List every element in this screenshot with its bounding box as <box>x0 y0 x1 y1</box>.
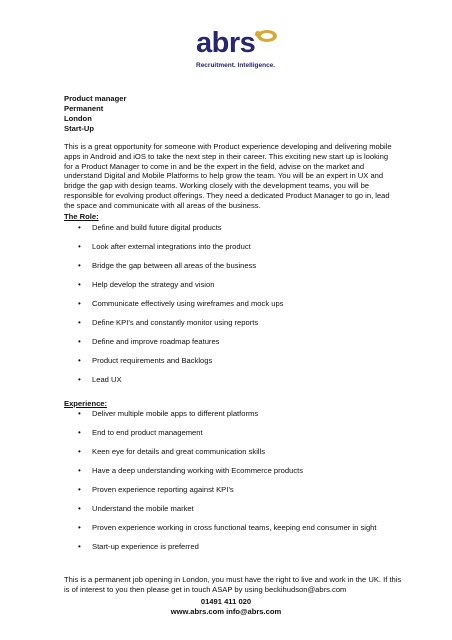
list-item: • Understand the mobile market <box>64 504 404 523</box>
list-item: • Proven experience working in cross functional teams, keeping end consumer in sight <box>64 523 404 542</box>
list-item: • Product requirements and Backlogs <box>64 356 404 375</box>
list-item: • Look after external integrations into the product <box>64 242 404 261</box>
list-item: • Proven experience reporting against KPI’s <box>64 485 404 504</box>
list-item: • Help develop the strategy and vision <box>64 280 404 299</box>
list-item: • Keen eye for details and great communication skills <box>64 447 404 466</box>
job-title: Product manager <box>64 94 127 103</box>
intro-paragraph: This is a great opportunity for someone with Product experience developing and delivering mobile apps in Android and iOS to take the next step in their career. This exciting new start up is looking for a Product Manager to come in and be the expert in the field, advise on the market and understand Digital and Mobile Platforms to help grow the team. You will be an expert in UX and bridge the gap with design teams. Working closely with the development teams, you will be responsible for evolving product offerings. They need a dedicated Product Manager to go in, lead the space and communicate with all areas of the business. <box>64 142 392 210</box>
list-item: • Define KPI’s and constantly monitor using reports <box>64 318 404 337</box>
experience-heading: Experience: <box>64 399 108 408</box>
list-item: • Start-up experience is preferred <box>64 542 404 561</box>
list-item: • Bridge the gap between all areas of the business <box>64 261 404 280</box>
abrs-logo <box>196 26 286 78</box>
list-item: • Define and improve roadmap features <box>64 337 404 356</box>
contact-phone: 01491 411 020 <box>200 597 252 606</box>
role-list <box>64 223 404 394</box>
footer-paragraph: This is a permanent job opening in London, you must have the right to live and work in the UK. If this is of interest to you then please get in touch ASAP by using beckihudson@abrs.com <box>64 575 402 594</box>
job-location: London <box>64 114 92 123</box>
contact-web-email: www.abrs.com info@abrs.com <box>170 607 282 616</box>
job-header <box>64 94 126 134</box>
list-item: • Lead UX <box>64 375 404 394</box>
logo-word: abrs <box>196 27 256 59</box>
list-item: • Communicate effectively using wireframes and mock ups <box>64 299 404 318</box>
logo-tagline: Recruitment. Intelligence. <box>196 62 276 69</box>
role-heading: The Role: <box>64 212 99 221</box>
list-item: • End to end product management <box>64 428 404 447</box>
list-item: • Have a deep understanding working with Ecommerce products <box>64 466 404 485</box>
experience-list <box>64 409 404 561</box>
job-type: Permanent <box>64 104 104 113</box>
list-item: • Define and build future digital products <box>64 223 404 242</box>
company-stage: Start-Up <box>64 124 94 133</box>
logo-swoosh-icon <box>250 28 278 46</box>
list-item: • Deliver multiple mobile apps to different platforms <box>64 409 404 428</box>
